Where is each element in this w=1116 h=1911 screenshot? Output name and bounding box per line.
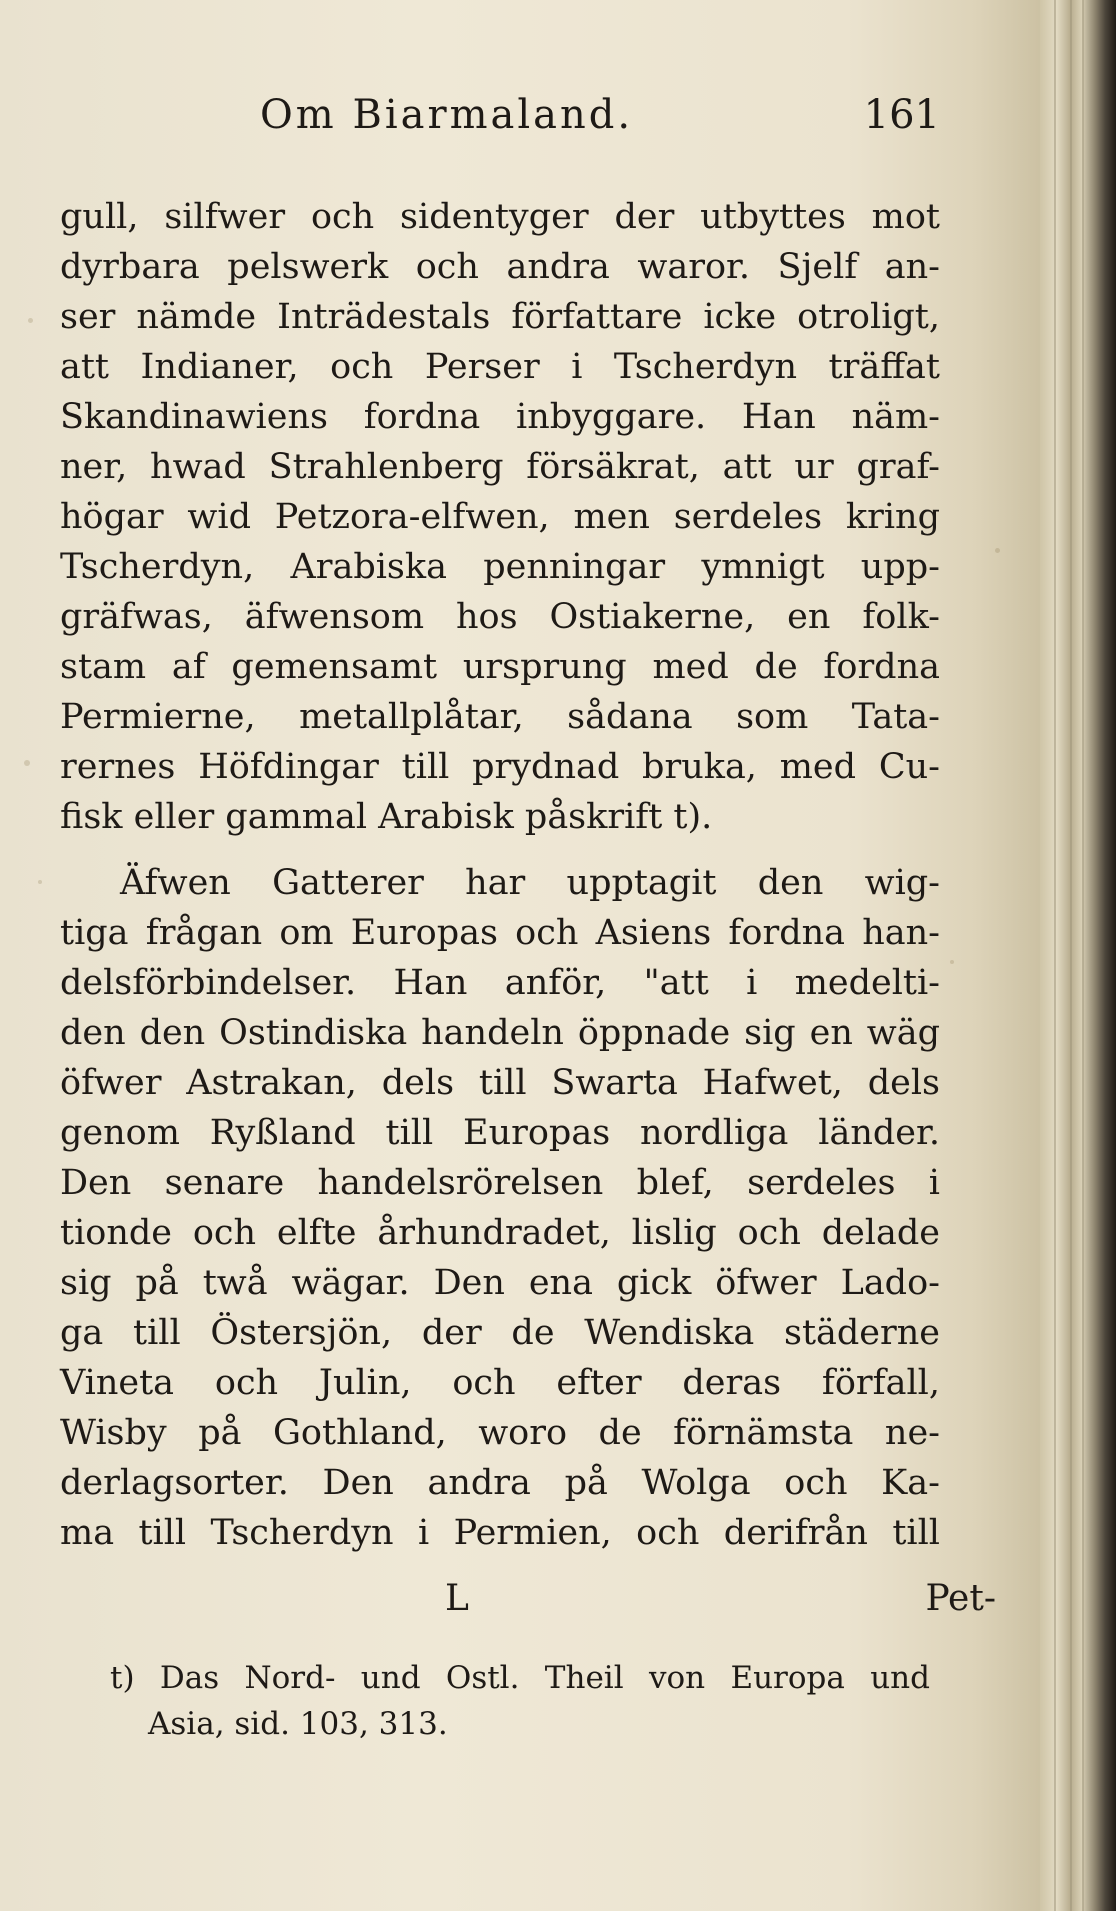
text-line: tiga frågan om Europas och Asiens fordna han- xyxy=(60,913,940,953)
paper-stain xyxy=(38,880,42,884)
text-line: Skandinawiens fordna inbyggare. Han näm- xyxy=(60,397,940,437)
text-line: rernes Höfdingar till prydnad bruka, med Cu- xyxy=(60,747,940,787)
text-line: Tscherdyn, Arabiska penningar ymnigt upp- xyxy=(60,547,940,587)
paper-stain xyxy=(950,960,954,964)
text-line: ner, hwad Strahlenberg försäkrat, att ur graf- xyxy=(60,447,940,487)
page-edge-line xyxy=(1054,0,1056,1911)
text-line: sig på twå wägar. Den ena gick öfwer Lado- xyxy=(60,1263,940,1303)
text-line: Wisby på Gothland, woro de förnämsta ne- xyxy=(60,1413,940,1453)
signature-mark: L xyxy=(445,1578,469,1619)
text-line: genom Ryßland till Europas nordliga länder. xyxy=(60,1113,940,1153)
text-line: fisk eller gammal Arabisk påskrift t). xyxy=(60,797,713,837)
text-line: att Indianer, och Perser i Tscherdyn träffat xyxy=(60,347,940,387)
catchword: Pet- xyxy=(925,1578,996,1619)
page-number: 161 xyxy=(863,92,940,138)
paragraph-break xyxy=(60,842,940,858)
running-head: Om Biarmaland. xyxy=(260,92,634,138)
text-line: Vineta och Julin, och efter deras förfall, xyxy=(60,1363,940,1403)
footnote-line: Asia, sid. 103, 313. xyxy=(148,1706,448,1742)
text-line: stam af gemensamt ursprung med de fordna xyxy=(60,647,940,687)
text-line: Permierne, metallplåtar, sådana som Tata- xyxy=(60,697,940,737)
text-line: tionde och elfte århundradet, lislig och delade xyxy=(60,1213,940,1253)
text-line: dyrbara pelswerk och andra waror. Sjelf an- xyxy=(60,247,940,287)
text-line: gull, silfwer och sidentyger der utbyttes mot xyxy=(60,197,940,237)
text-line: högar wid Petzora-elfwen, men serdeles kring xyxy=(60,497,940,537)
footnote xyxy=(110,1655,930,1747)
text-line: den den Ostindiska handeln öppnade sig en wäg xyxy=(60,1013,940,1053)
footnote-line: t) Das Nord- und Ostl. Theil von Europa und xyxy=(110,1660,930,1696)
paper-stain xyxy=(24,760,30,766)
paper-stain xyxy=(995,548,1000,553)
text-line: delsförbindelser. Han anför, "att i medelti- xyxy=(60,963,940,1003)
text-line: derlagsorter. Den andra på Wolga och Ka- xyxy=(60,1463,940,1503)
page-header xyxy=(60,92,940,162)
text-line: öfwer Astrakan, dels till Swarta Hafwet, dels xyxy=(60,1063,940,1103)
text-line: ser nämde Inträdestals författare icke otroligt, xyxy=(60,297,940,337)
text-line: ma till Tscherdyn i Permien, och derifrån till xyxy=(60,1513,940,1553)
page-edge-line xyxy=(1082,0,1084,1911)
body-text xyxy=(60,192,940,1558)
text-line: ga till Östersjön, der de Wendiska städerne xyxy=(60,1313,940,1353)
page-edge-line xyxy=(1070,0,1072,1911)
text-line: Den senare handelsrörelsen blef, serdeles i xyxy=(60,1163,940,1203)
text-line: gräfwas, äfwensom hos Ostiakerne, en folk- xyxy=(60,597,940,637)
paper-stain xyxy=(28,318,33,323)
text-line: Äfwen Gatterer har upptagit den wig- xyxy=(120,863,940,903)
page-edge xyxy=(1040,0,1116,1911)
